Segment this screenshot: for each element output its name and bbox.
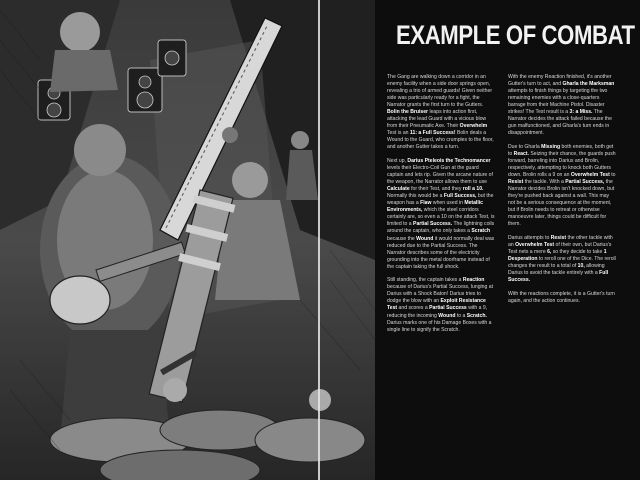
body-text: to a <box>455 312 467 319</box>
body-text: allowing Darius to avoid the tackle entirely with a <box>508 263 605 277</box>
body-paragraph <box>508 144 616 229</box>
body-text: Next up, <box>387 158 408 165</box>
body-text: The lightning coils around the captain, who only takes a <box>387 221 495 235</box>
body-paragraph <box>387 158 495 271</box>
text-column-left <box>387 74 495 340</box>
emphasis-text: Missing <box>541 143 561 150</box>
body-text: The Narrator decides the attack failed because the gun malfunctioned, and Gharla's turn ends in disappointment. <box>508 109 612 137</box>
emphasis-text: Full Success. <box>508 270 609 284</box>
body-text: Darius marks one of his Damage Boxes with a single line to signify the Scratch. <box>387 319 492 333</box>
body-text: the tackle. With a <box>523 179 566 186</box>
emphasis-text: Overwhelm <box>459 123 488 130</box>
body-text: of their own, but Darius's Test nets a mere <box>508 242 612 256</box>
emphasis-text: 10, <box>577 263 585 270</box>
emphasis-text: Gharla the Marksman <box>562 81 615 88</box>
body-text: Normally this would be a <box>387 193 444 200</box>
text-column-right <box>508 74 616 311</box>
body-text: because of Darius's Partial Success, lunging at Darius with a Shock Baton! Darius tries to dodge the blow with an <box>387 284 494 305</box>
body-text: when used in <box>431 200 465 207</box>
emphasis-text: Partial Success. <box>413 221 453 228</box>
body-text: Darius attempts to <box>508 234 551 241</box>
page-title: EXAMPLE OF COMBAT <box>396 20 635 50</box>
emphasis-text: Resist <box>550 234 567 241</box>
body-text: Still standing, the captain takes a <box>387 277 463 284</box>
body-text: the Narrator decides Brolin isn't knocked down, but they're pushed back against a wall. This may not be a serious consequence at the moment, but if Brolin needs to retreat or otherwise manoeuvre later, things could be difficult for them. <box>508 179 615 228</box>
emphasis-text: 3: a Miss. <box>569 109 593 116</box>
body-text: Seizing their chance, the guards push forward, barreling into Darius and Brolin, respectively, attempting to knock both Gutters down. Brolin rolls a 9 on an <box>508 150 616 179</box>
body-text: With the enemy Reaction finished, it's another Gutter's turn to act, and <box>508 74 612 88</box>
body-paragraph <box>387 74 495 152</box>
body-text: With the reactions complete, it is a Gutter's turn again, and the action continues. <box>508 290 615 304</box>
body-text: but the weapon has a <box>387 193 494 207</box>
emphasis-text: Scratch. <box>466 312 487 319</box>
emphasis-text: 1 Desperation <box>508 249 607 263</box>
emphasis-text: Full Success, <box>443 193 477 200</box>
emphasis-text: Wound <box>416 235 434 242</box>
emphasis-text: Overwhelm Test <box>570 172 610 179</box>
body-text: which the steel corridors certainly are, so even a 10 on the attack Test, is limited to a <box>387 207 495 228</box>
body-text: for their Test, and they <box>409 186 463 193</box>
body-text: to reroll one of the Dice. The reroll changes the result to a total of <box>508 256 616 270</box>
body-paragraph <box>387 277 495 333</box>
body-paragraph <box>508 74 616 137</box>
body-text: it would normally deal was reduced due to the Partial Success. The Narrator describes some of the electricity grounding into the metal doorframe instead of the captain taking the full shock. <box>387 235 495 270</box>
emphasis-text: Scratch <box>471 228 491 235</box>
body-text: Bolin deals a Wound to the Guard, who crumples to the floor, and another Gutter takes a turn. <box>387 130 494 151</box>
body-text: The Gang are walking down a corridor in an enemy facility when a side door springs open, revealing a trio of armed guards! Given neither side was particularly ready for a fight, the Narrator grants the first turn to the Gutters. <box>387 74 493 109</box>
emphasis-text: Flaw <box>420 200 432 207</box>
emphasis-text: Bolin the Bruiser <box>387 109 429 116</box>
emphasis-text: Partial Success <box>429 305 467 312</box>
body-text: both enemies, both get to <box>508 143 614 157</box>
body-paragraph <box>508 235 616 284</box>
body-text: leaps into action first, attacking the lead Guard with a vicious blow from their Pneumatic Axe. Their <box>387 109 487 130</box>
emphasis-text: React. <box>513 150 529 157</box>
emphasis-text: Calculate <box>387 186 410 193</box>
emphasis-text: Reaction <box>462 277 485 284</box>
emphasis-text: roll a 10. <box>462 186 484 193</box>
emphasis-text: 11: a Full Success! <box>409 130 456 137</box>
emphasis-text: Overwhelm Test <box>515 242 555 249</box>
body-text: and scores a <box>397 305 430 312</box>
body-text: the other tackle with an <box>508 234 613 249</box>
emphasis-text: Wound <box>438 312 456 319</box>
emphasis-text: Exploit Resistance Test <box>387 298 486 312</box>
emphasis-text: Metallic Environments, <box>387 200 484 214</box>
body-text: Due to Gharla <box>508 143 542 150</box>
emphasis-text: 6, <box>547 249 552 256</box>
emphasis-text: Resist <box>508 179 524 186</box>
body-text: because the <box>387 235 417 242</box>
body-text: to <box>609 172 616 179</box>
body-paragraph <box>508 291 616 305</box>
body-text: attempts to finish things by targeting the two remaining enemies with a close-quarters barrage from their Machine Pistol. Disaster strikes! The Test result is a <box>508 88 608 116</box>
body-text: levels their Electro-Coil Gun at the guard captain and lets rip. Given the arcane nature of the weapon, the Narrator allows them to use <box>387 165 493 186</box>
body-text: with a 9, reducing the incoming <box>387 305 488 319</box>
page-spine-divider <box>318 0 320 480</box>
body-text: Test is an <box>387 130 410 137</box>
emphasis-text: Partial Success, <box>565 179 605 186</box>
body-text: so they decide to take <box>551 249 604 256</box>
emphasis-text: Darius Pteleois the Technomancer <box>407 158 491 165</box>
